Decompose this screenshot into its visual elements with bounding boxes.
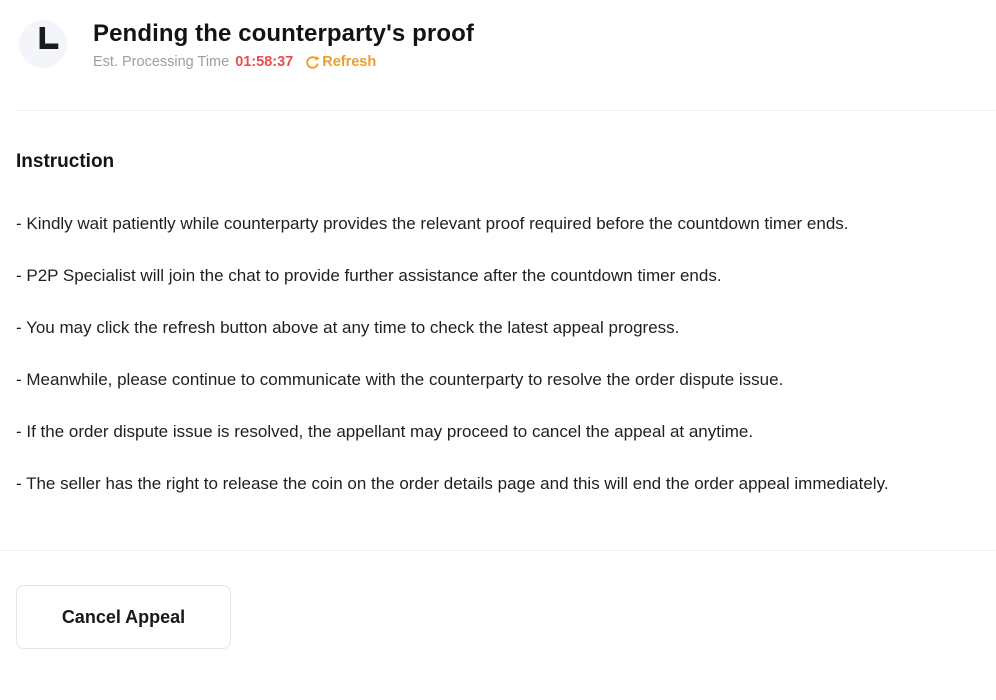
instruction-item: - Kindly wait patiently while counterparty provides the relevant proof required before the countdown timer ends. xyxy=(16,214,849,233)
refresh-label: Refresh xyxy=(322,54,377,70)
processing-time-label: Est. Processing Time xyxy=(93,54,230,70)
instruction-item: - P2P Specialist will join the chat to provide further assistance after the countdown timer ends. xyxy=(16,266,722,285)
page-title: Pending the counterparty's proof xyxy=(93,20,474,47)
cancel-appeal-button[interactable]: Cancel Appeal xyxy=(16,585,231,649)
countdown-timer: 01:58:37 xyxy=(235,54,294,70)
refresh-button[interactable] xyxy=(305,53,376,71)
instruction-heading: Instruction xyxy=(16,151,115,172)
instruction-section xyxy=(0,150,996,497)
instruction-item: - Meanwhile, please continue to communicate with the counterparty to resolve the order dispute issue. xyxy=(16,370,784,389)
instruction-item: - The seller has the right to release the coin on the order details page and this will end the order appeal immediately. xyxy=(16,474,889,493)
processing-time-row xyxy=(93,53,474,71)
header-divider xyxy=(16,110,996,111)
appeal-header xyxy=(0,0,996,110)
header-text-block xyxy=(93,20,474,71)
refresh-icon xyxy=(305,55,320,70)
instruction-item: - If the order dispute issue is resolved, the appellant may proceed to cancel the appeal at anytime. xyxy=(16,422,754,441)
clock-icon xyxy=(19,20,67,68)
footer-actions xyxy=(0,551,996,649)
instruction-item: - You may click the refresh button above at any time to check the latest appeal progress. xyxy=(16,318,680,337)
